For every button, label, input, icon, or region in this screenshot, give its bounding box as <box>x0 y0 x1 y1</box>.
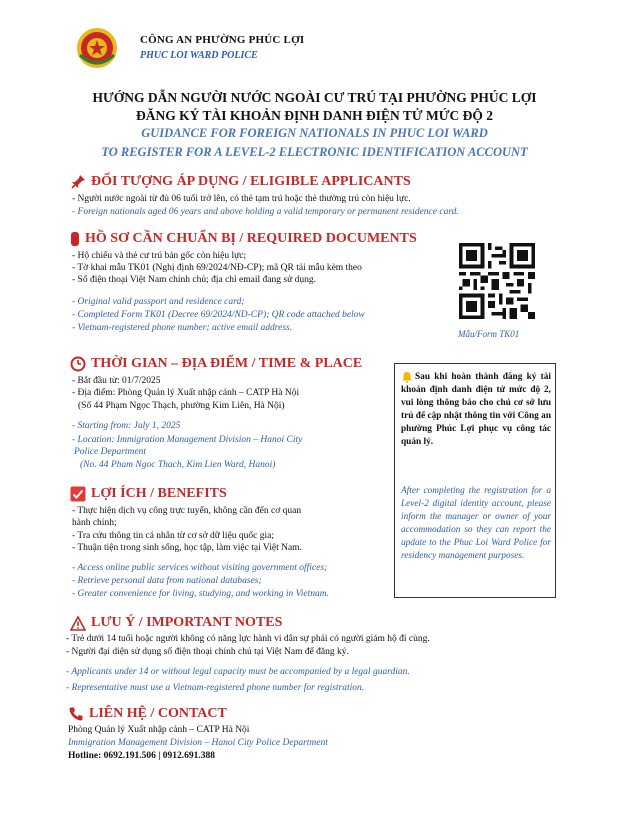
documents-en-3: - Vietnam-registered phone number; active email address. <box>72 323 293 333</box>
section-notes-title: LƯU Ý / IMPORTANT NOTES <box>91 615 283 630</box>
contact-en: Immigration Management Division – Hanoi City Police Department <box>68 738 328 748</box>
time-vi-1: - Bắt đầu từ: 01/7/2025 <box>72 376 161 386</box>
section-documents-heading <box>70 231 417 247</box>
documents-vi-1: - Hộ chiếu và thẻ cư trú bản gốc còn hiệu lực; <box>72 251 247 261</box>
org-name-en: PHUC LOI WARD POLICE <box>140 50 258 61</box>
documents-en-2: - Completed Form TK01 (Decree 69/2024/ND-CP); QR code attached below <box>72 310 365 320</box>
benefits-en-1: - Access online public services without visiting government offices; <box>72 563 328 573</box>
eligible-en: - Foreign nationals aged 06 years and above holding a valid temporary or permanent residence card. <box>72 207 459 217</box>
notes-en-1: - Applicants under 14 or without legal capacity must be accompanied by a legal guardian. <box>66 667 410 677</box>
section-benefits-heading <box>70 486 227 502</box>
benefits-vi-1: - Thực hiện dịch vụ công trực tuyến, không cần đến cơ quan <box>72 506 302 516</box>
title-vi-line1: HƯỚNG DẪN NGƯỜI NƯỚC NGOÀI CƯ TRÚ TẠI PHƯỜNG PHÚC LỢI <box>92 90 537 105</box>
checkbox-icon <box>70 486 86 502</box>
phone-icon <box>68 706 84 722</box>
note-box-en: After completing the registration for a Level-2 digital identity account, please inform the manager or owner of your accommodation so they can report the update to the Phuc Loi Ward Police for residency management purposes. <box>401 486 551 561</box>
note-box-vi: Sau khi hoàn thành đăng ký tài khoản định danh điện tử mức độ 2, vui lòng thông báo cho chủ cơ sở lưu trú để cập nhật thông tin với Công an phường Phúc Lợi phục vụ công tác quản lý. <box>401 372 551 447</box>
section-documents-title: HỒ SƠ CẦN CHUẨN BỊ / REQUIRED DOCUMENTS <box>85 231 417 246</box>
contact-hotline[interactable]: Hotline: 0692.191.506 | 0912.691.388 <box>68 751 215 761</box>
documents-vi-2: - Tờ khai mẫu TK01 (Nghị định 69/2024/NĐ-CP); mã QR tải mẫu kèm theo <box>72 263 362 273</box>
section-time-heading <box>70 356 362 372</box>
notes-vi-1: - Trẻ dưới 14 tuổi hoặc người không có năng lực hành vi dân sự phải có người giám hộ đi cùng. <box>66 634 430 644</box>
documents-vi-3: - Số điện thoại Việt Nam chính chủ; địa chỉ email đang sử dụng. <box>72 275 316 285</box>
benefits-vi-2: hành chính; <box>72 518 117 528</box>
qr-caption: Mẫu/Form TK01 <box>458 329 520 339</box>
documents-en-1: - Original valid passport and residence card; <box>72 297 245 307</box>
benefits-vi-4: - Thuận tiện trong sinh sống, học tập, làm việc tại Việt Nam. <box>72 543 302 553</box>
section-contact-heading <box>68 706 227 722</box>
section-contact-title: LIÊN HỆ / CONTACT <box>89 706 227 721</box>
title-en-line2: TO REGISTER FOR A LEVEL-2 ELECTRONIC IDENTIFICATION ACCOUNT <box>101 145 528 159</box>
notes-en-2: - Representative must use a Vietnam-registered phone number for registration. <box>66 683 365 693</box>
contact-vi: Phòng Quản lý Xuất nhập cảnh – CATP Hà Nội <box>68 725 250 735</box>
document-icon <box>70 231 80 247</box>
time-vi-3: (Số 44 Phạm Ngọc Thạch, phường Kim Liên, Hà Nội) <box>78 401 285 411</box>
section-eligible-heading <box>70 174 411 190</box>
benefits-en-3: - Greater convenience for living, studying, and working in Vietnam. <box>72 589 329 599</box>
section-time-title: THỜI GIAN – ĐỊA ĐIỂM / TIME & PLACE <box>91 356 363 371</box>
section-benefits-title: LỢI ÍCH / BENEFITS <box>91 486 227 501</box>
title-vi-line2: ĐĂNG KÝ TÀI KHOẢN ĐỊNH DANH ĐIỆN TỬ MỨC ĐỘ 2 <box>135 108 493 123</box>
qr-code-icon[interactable] <box>459 243 535 319</box>
notes-vi-2: - Người đại diện sử dụng số điện thoại chính chủ tại Việt Nam để đăng ký. <box>66 647 349 657</box>
time-en-4: (No. 44 Pham Ngoc Thach, Kim Lien Ward, Hanoi) <box>80 460 276 470</box>
section-eligible-title: ĐỐI TƯỢNG ÁP DỤNG / ELIGIBLE APPLICANTS <box>91 174 411 189</box>
time-en-1: - Starting from: July 1, 2025 <box>72 421 181 431</box>
org-name-vi: CÔNG AN PHƯỜNG PHÚC LỢI <box>140 34 305 46</box>
section-notes-heading <box>70 615 282 631</box>
clock-icon <box>70 356 86 372</box>
pin-icon <box>70 174 86 190</box>
warning-icon <box>70 616 86 631</box>
time-en-3: Police Department <box>74 447 147 457</box>
title-en-line1: GUIDANCE FOR FOREIGN NATIONALS IN PHUC LOI WARD <box>141 126 488 140</box>
time-en-2: - Location: Immigration Management Division – Hanoi City <box>72 435 303 445</box>
eligible-vi: - Người nước ngoài từ đủ 06 tuổi trở lên, có thẻ tạm trú hoặc thẻ thường trú còn hiệu lực. <box>72 194 411 204</box>
time-vi-2: - Địa điểm: Phòng Quản lý Xuất nhập cảnh – CATP Hà Nội <box>72 388 300 398</box>
benefits-en-2: - Retrieve personal data from national databases; <box>72 576 262 586</box>
benefits-vi-3: - Tra cứu thông tin cá nhân từ cơ sở dữ liệu quốc gia; <box>72 531 275 541</box>
police-emblem-icon <box>76 27 118 69</box>
